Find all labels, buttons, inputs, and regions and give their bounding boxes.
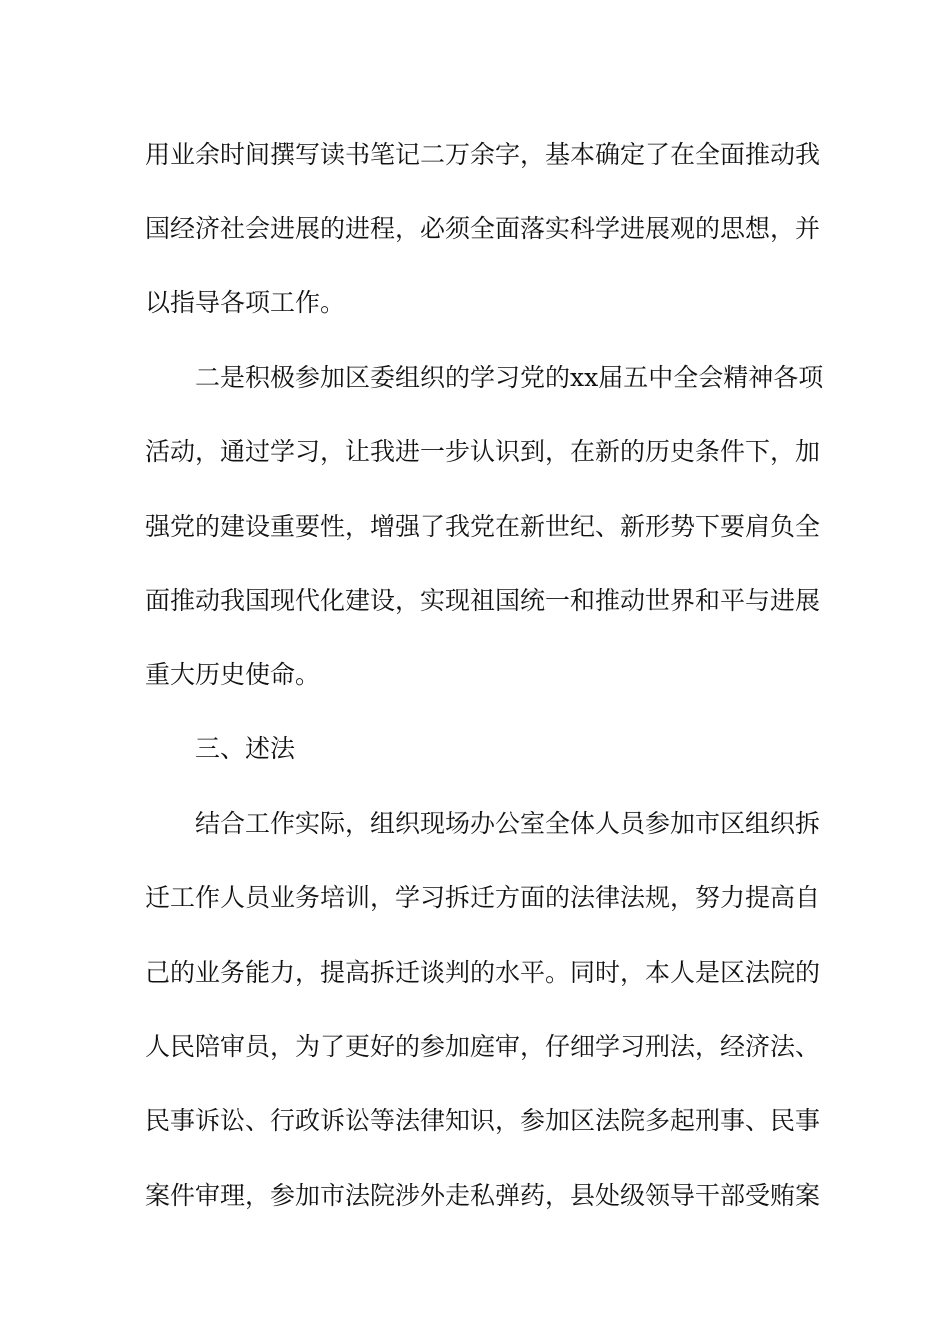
text-line: 强党的建设重要性，增强了我党在新世纪、新形势下要肩负全 (145, 512, 821, 541)
text-line: 案件审理，参加市法院涉外走私弹药，县处级领导干部受贿案 (145, 1181, 821, 1210)
text-line: 重大历史使命。 (145, 660, 321, 689)
text-line: 迁工作人员业务培训，学习拆迁方面的法律法规，努力提高自 (145, 883, 821, 912)
text-line: 人民陪审员，为了更好的参加庭审，仔细学习刑法，经济法、 (145, 1032, 821, 1061)
text-line: 二是积极参加区委组织的学习党的xx届五中全会精神各项 (145, 363, 824, 392)
text-line: 己的业务能力，提高拆迁谈判的水平。同时，本人是区法院的 (145, 958, 821, 987)
text-line: 民事诉讼、行政诉讼等法律知识，参加区法院多起刑事、民事 (145, 1106, 821, 1135)
text-line: 面推动我国现代化建设，实现祖国统一和推动世界和平与进展 (145, 586, 821, 615)
text-line: 活动，通过学习，让我进一步认识到，在新的历史条件下，加 (145, 437, 821, 466)
text-line: 以指导各项工作。 (145, 288, 346, 317)
section-heading: 三、述法 (145, 734, 296, 763)
text-line: 国经济社会进展的进程，必须全面落实科学进展观的思想，并 (145, 214, 821, 243)
text-line: 结合工作实际，组织现场办公室全体人员参加市区组织拆 (145, 809, 821, 838)
text-line: 用业余时间撰写读书笔记二万余字，基本确定了在全面推动我 (145, 140, 821, 169)
